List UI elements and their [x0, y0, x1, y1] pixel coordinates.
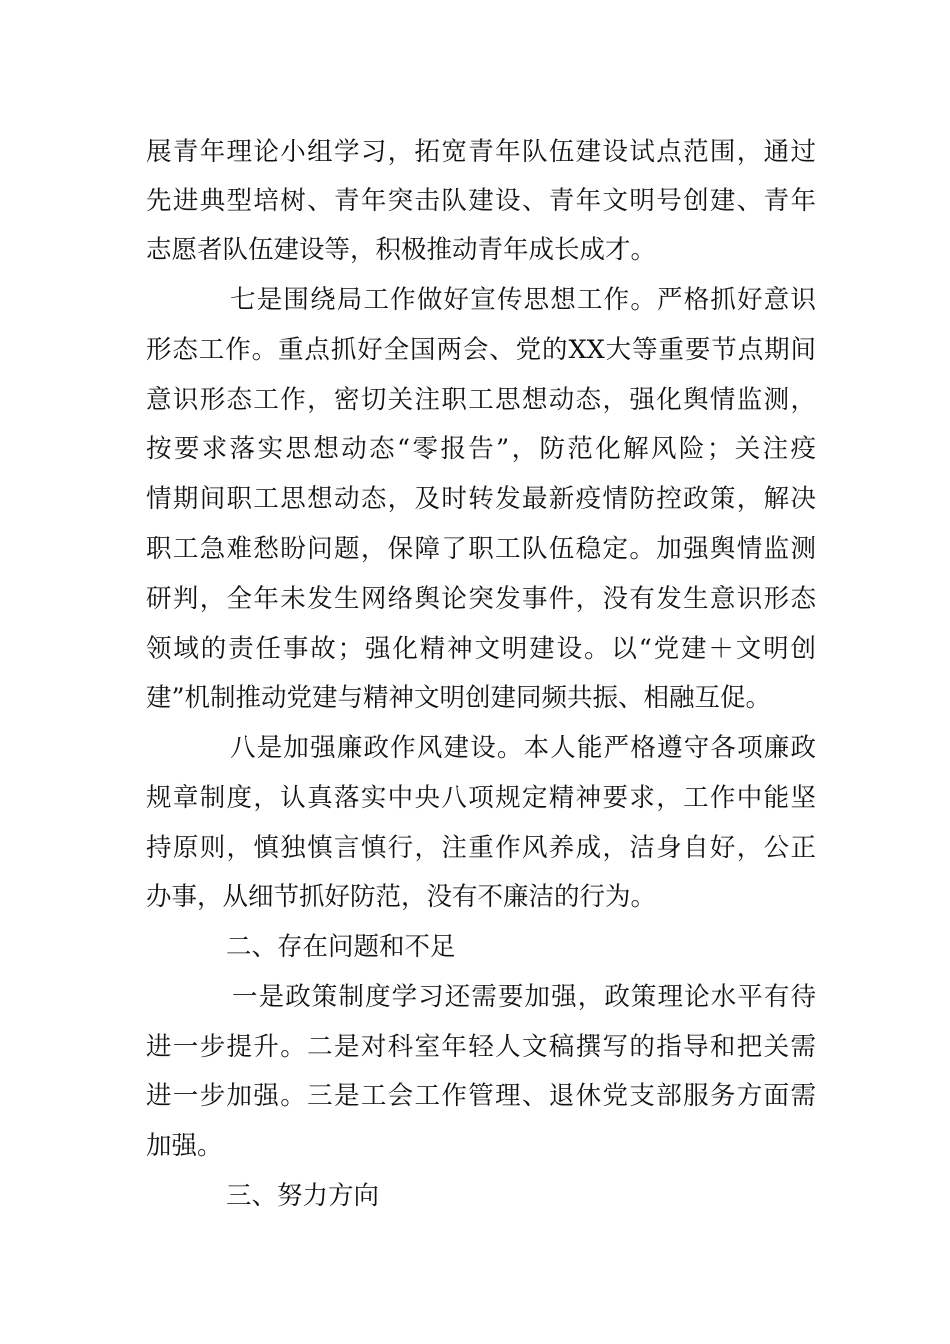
section-heading-direction: 三、努力方向: [226, 1181, 380, 1211]
section-heading-problems: 二、存在问题和不足: [226, 932, 456, 962]
paragraph-2-line-5: 情期间职工思想动态，及时转发最新疫情防控政策，解决: [146, 484, 816, 514]
paragraph-1-line-2: 先进典型培树、青年突击队建设、青年文明号创建、青年: [146, 186, 816, 216]
paragraph-2-line-1: 七是围绕局工作做好宣传思想工作。严格抓好意识: [230, 285, 816, 315]
paragraph-4-line-3: 进一步加强。三是工会工作管理、退休党支部服务方面需: [146, 1081, 816, 1111]
paragraph-4-line-4: 加强。: [146, 1131, 223, 1161]
paragraph-2-line-3: 意识形态工作，密切关注职工思想动态，强化舆情监测，: [146, 385, 816, 415]
paragraph-3-line-2: 规章制度，认真落实中央八项规定精神要求，工作中能坚: [146, 783, 816, 813]
paragraph-2-line-8: 领域的责任事故；强化精神文明建设。以“党建＋文明创: [146, 634, 816, 664]
paragraph-2-line-6: 职工急难愁盼问题，保障了职工队伍稳定。加强舆情监测: [146, 534, 816, 564]
paragraph-4-line-2: 进一步提升。二是对科室年轻人文稿撰写的指导和把关需: [146, 1032, 816, 1062]
paragraph-1-line-3: 志愿者队伍建设等，积极推动青年成长成才。: [146, 235, 657, 265]
paragraph-2-line-4: 按要求落实思想动态“零报告”，防范化解风险；关注疫: [146, 434, 816, 464]
paragraph-4-line-1: 一是政策制度学习还需要加强，政策理论水平有待: [232, 982, 816, 1012]
paragraph-3-line-3: 持原则，慎独慎言慎行，注重作风养成，洁身自好，公正: [146, 833, 816, 863]
paragraph-2-line-2: 形态工作。重点抓好全国两会、党的XX大等重要节点期间: [146, 335, 816, 365]
paragraph-2-line-9: 建”机制推动党建与精神文明创建同频共振、相融互促。: [146, 683, 772, 713]
paragraph-3-line-4: 办事，从细节抓好防范，没有不廉洁的行为。: [146, 882, 657, 912]
paragraph-3-line-1: 八是加强廉政作风建设。本人能严格遵守各项廉政: [230, 733, 816, 763]
paragraph-2-line-7: 研判，全年未发生网络舆论突发事件，没有发生意识形态: [146, 584, 816, 614]
paragraph-1-line-1: 展青年理论小组学习，拓宽青年队伍建设试点范围，通过: [146, 137, 816, 167]
